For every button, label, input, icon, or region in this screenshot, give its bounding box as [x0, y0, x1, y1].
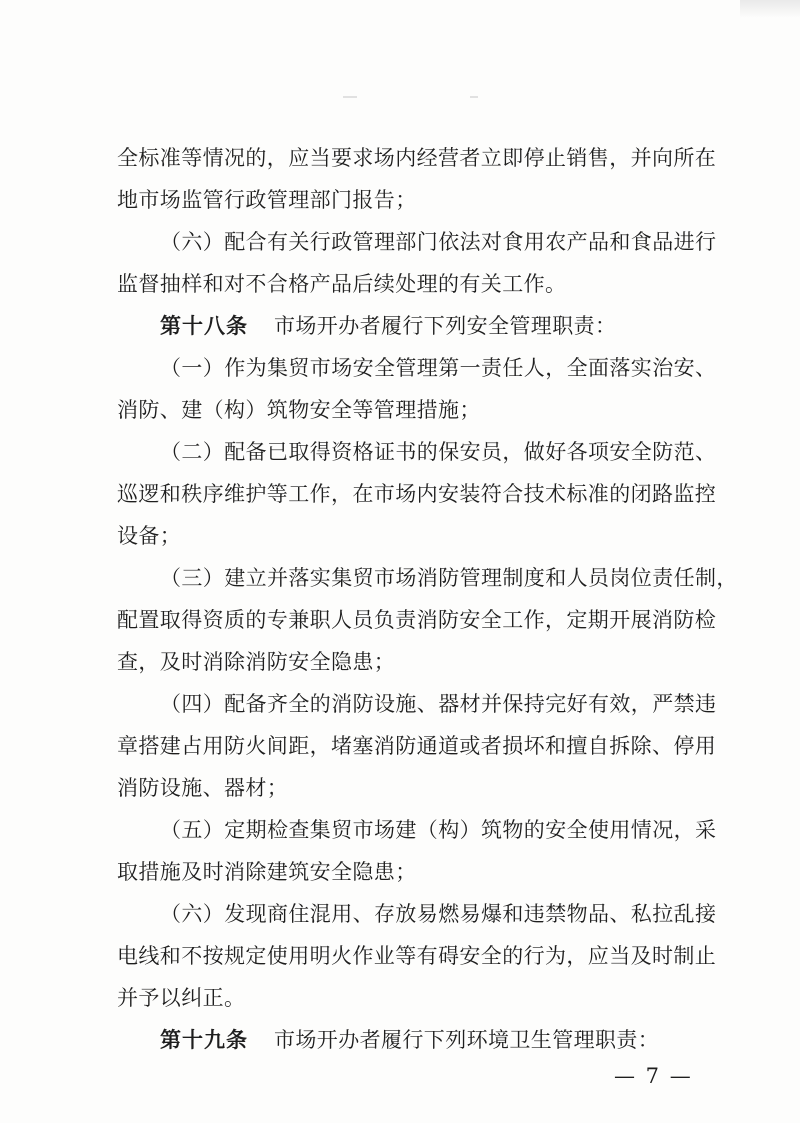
text-line: 监督抽样和对不合格产品后续处理的有关工作。 [117, 272, 567, 296]
scan-mark [470, 96, 478, 98]
text-line: 电线和不按规定使用明火作业等有碍安全的行为，应当及时制止 [117, 944, 717, 968]
text-line: 地市场监管行政管理部门报告； [117, 188, 417, 212]
text-line: （五）定期检查集贸市场建（构）筑物的安全使用情况，采 [160, 818, 717, 842]
article-heading: 第十八条 [160, 314, 248, 338]
text-line: 配置取得资质的专兼职人员负责消防安全工作，定期开展消防检 [117, 608, 717, 632]
text-line: 查，及时消除消防安全隐患； [117, 650, 396, 674]
text-line: （一）作为集贸市场安全管理第一责任人，全面落实治安、 [160, 356, 717, 380]
page-number: — 7 — [614, 1064, 693, 1088]
article-text: 市场开办者履行下列环境卫生管理职责： [274, 1028, 660, 1052]
text-line: （六）发现商住混用、存放易燃易爆和违禁物品、私拉乱接 [160, 902, 717, 926]
text-line: 全标准等情况的，应当要求场内经营者立即停止销售，并向所在 [117, 146, 717, 170]
text-line: （四）配备齐全的消防设施、器材并保持完好有效，严禁违 [160, 692, 717, 716]
text-line: 取措施及时消除建筑安全隐患； [117, 860, 417, 884]
scan-shadow [740, 0, 800, 18]
text-line: （二）配备已取得资格证书的保安员，做好各项安全防范、 [160, 440, 717, 464]
text-line: （三）建立并落实集贸市场消防管理制度和人员岗位责任制， [160, 566, 738, 590]
text-line: 巡逻和秩序维护等工作，在市场内安装符合技术标准的闭路监控 [117, 482, 717, 506]
scan-mark [343, 96, 357, 98]
text-line: 消防设施、器材； [117, 776, 289, 800]
text-line: （六）配合有关行政管理部门依法对食用农产品和食品进行 [160, 230, 717, 254]
text-line: 并予以纠正。 [117, 986, 246, 1010]
article-heading: 第十九条 [160, 1028, 248, 1052]
article-text: 市场开办者履行下列安全管理职责： [274, 314, 617, 338]
article-19 [0, 1026, 800, 1054]
text-line: 设备； [117, 524, 182, 548]
text-line: 消防、建（构）筑物安全等管理措施； [117, 398, 481, 422]
article-18 [0, 312, 800, 340]
text-line: 章搭建占用防火间距，堵塞消防通道或者损坏和擅自拆除、停用 [117, 734, 717, 758]
